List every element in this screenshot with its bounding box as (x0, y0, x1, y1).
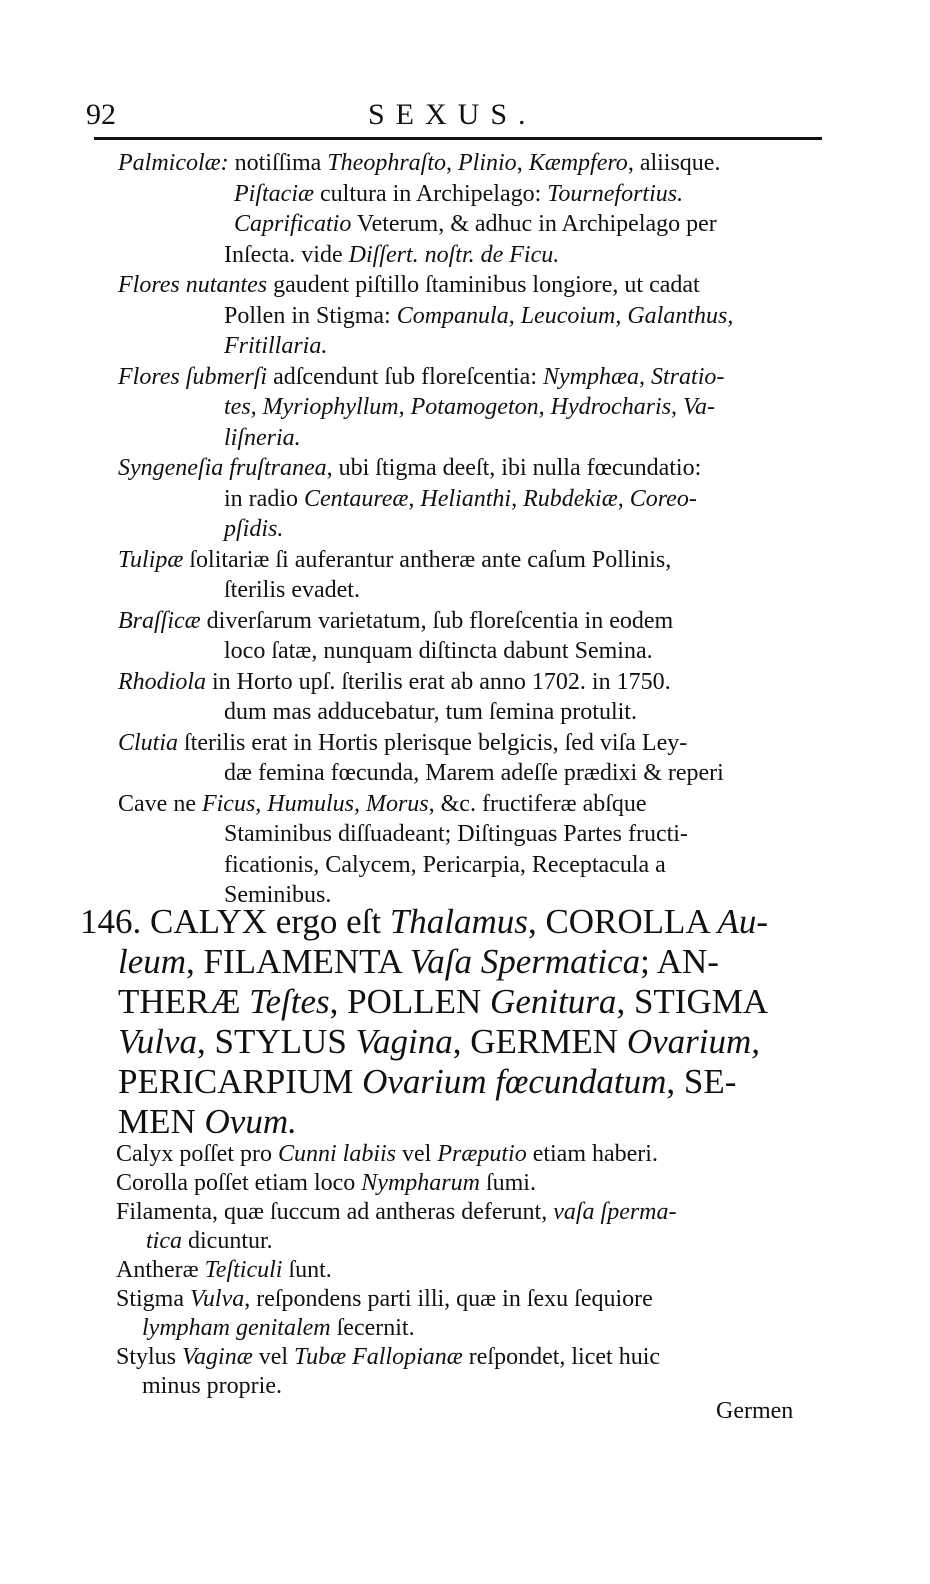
text-run: Inſecta. vide (224, 241, 349, 268)
italic-text: Nympharum (361, 1170, 480, 1196)
text-run: Stylus (116, 1344, 183, 1370)
catchword: Germen (716, 1398, 794, 1424)
text-run: , &c. fructiferæ abſque (428, 790, 647, 817)
italic-text: tes, Myriophyllum, Potamogeton, Hydrocharis, Va- (224, 394, 716, 420)
italic-text: leum (118, 942, 187, 981)
text-run: dum mas adducebatur, tum ſemina protulit. (224, 699, 637, 725)
italic-text: Genitura (490, 982, 617, 1021)
text-run: ſterilis evadet. (224, 577, 360, 603)
text-run: Cave ne (118, 790, 202, 817)
text-run: MEN (118, 1102, 205, 1141)
text-run: Pollen in Stigma: (224, 302, 397, 329)
text-line (118, 148, 834, 179)
text-line (116, 1198, 836, 1227)
italic-text: Plinio (458, 150, 517, 176)
text-run: etiam haberi. (526, 1141, 658, 1167)
page-number: 92 (86, 98, 116, 131)
text-run: Filamenta, quæ ſuccum ad antheras deferunt, (116, 1199, 554, 1225)
italic-text: Theophraſto (327, 150, 447, 176)
italic-text: Tournefortius. (547, 180, 684, 207)
italic-text: Flores ſubmerſi (118, 363, 268, 390)
text-line (116, 1256, 836, 1285)
italic-text: Clutia (118, 729, 179, 756)
text-run: adſcendunt ſub floreſcentia: (267, 363, 544, 390)
italic-text: Centaureæ, Helianthi, Rubdekiæ, Coreo- (303, 485, 697, 512)
text-line (116, 1227, 836, 1256)
italic-text: tica (146, 1228, 182, 1254)
text-line (118, 392, 834, 423)
italic-text: Tulipæ (118, 546, 184, 573)
text-line (118, 667, 834, 698)
text-line (80, 942, 840, 982)
italic-text: lympham genitalem (142, 1315, 331, 1341)
text-run: Seminibus. (224, 882, 332, 908)
italic-text: Vagina (355, 1022, 453, 1061)
section-146-paragraph (80, 902, 840, 1142)
text-run: dicuntur. (182, 1228, 273, 1254)
text-run: diverſarum varietatum, ſub floreſcentia in eodem (200, 607, 674, 634)
list-item (118, 728, 834, 789)
text-run: Staminibus diſſuadeant; Diſtinguas Partes fructi- (224, 821, 688, 847)
italic-text: Flores nutantes (118, 272, 268, 298)
list-item (118, 606, 834, 667)
text-run: , aliisque. (627, 150, 721, 176)
text-run: loco ſatæ, nunquam diſtincta dabunt Semina. (224, 638, 653, 664)
text-run: cultura in Archipelago: (314, 180, 548, 207)
italic-text: Piſtaciæ (234, 180, 314, 207)
text-run: dæ femina fœcunda, Marem adeſſe prædixi & reperi (224, 760, 724, 786)
text-run: ſumi. (479, 1170, 536, 1196)
text-run: , ubi ſtigma deeſt, ibi nulla fœcundatio: (326, 455, 702, 481)
text-run: in Horto upſ. ſterilis erat ab anno 1702. in 1750. (206, 668, 671, 695)
botanical-examples-list (118, 148, 834, 911)
running-head: SEXUS. (368, 98, 537, 131)
italic-text: Ovarium fœcundatum (362, 1062, 667, 1101)
text-run: , STYLUS (197, 1022, 356, 1061)
notes-list (116, 1140, 836, 1401)
list-item (118, 545, 834, 606)
text-run: in radio (224, 485, 304, 512)
italic-text: liſneria. (224, 424, 301, 451)
text-run: vel (252, 1344, 295, 1370)
text-line (118, 606, 834, 637)
text-run: , COROLLA (527, 902, 718, 941)
italic-text: Cunni labiis (277, 1141, 397, 1167)
text-run: notiſſima (228, 150, 328, 176)
text-line (80, 1062, 840, 1102)
text-run: reſpondet, licet huic (462, 1344, 661, 1370)
text-run: , POLLEN (329, 982, 491, 1021)
text-line (80, 902, 840, 942)
italic-text: Au- (717, 902, 769, 941)
italic-text: Teſticuli (204, 1257, 283, 1283)
text-run: , SE- (666, 1062, 737, 1101)
list-item (118, 270, 834, 362)
text-line (118, 453, 834, 484)
text-line (116, 1372, 836, 1401)
italic-text: Ovarium, (626, 1022, 760, 1061)
text-run: Stigma (116, 1286, 191, 1312)
text-line (118, 270, 834, 301)
italic-text: Ficus, Humulus, Morus (201, 790, 429, 817)
text-run: ; AN- (640, 942, 719, 981)
italic-text: Diſſert. noſtr. de Ficu. (348, 241, 560, 268)
text-line (118, 636, 834, 667)
list-item (118, 789, 834, 911)
italic-text: Vaſa Spermatica (409, 942, 641, 981)
text-run: Antheræ (116, 1257, 205, 1283)
text-line (118, 789, 834, 820)
italic-text: Tubæ Fallopianæ (294, 1344, 463, 1370)
text-line (118, 545, 834, 576)
text-run: ſecernit. (330, 1315, 415, 1341)
text-line (118, 850, 834, 881)
text-run: , (446, 150, 459, 176)
italic-text: Nymphæa, Stratio- (543, 363, 725, 390)
text-run: minus proprie. (142, 1373, 282, 1399)
text-run: ficationis, Calycem, Pericarpia, Receptacula a (224, 851, 666, 878)
text-line (116, 1343, 836, 1372)
text-line (116, 1140, 836, 1169)
text-run: ſunt. (282, 1257, 332, 1283)
text-line (80, 982, 840, 1022)
italic-text: Rhodiola (118, 668, 206, 695)
italic-text: Vaginæ (182, 1344, 253, 1370)
text-line (118, 331, 834, 362)
text-line (116, 1285, 836, 1314)
text-line (118, 179, 834, 210)
text-run: ſolitariæ ſi auferantur antheræ ante caſum Pollinis, (183, 546, 672, 573)
text-line (118, 240, 834, 271)
italic-text: Caprificatio (234, 211, 352, 237)
italic-text: Thalamus (389, 902, 528, 941)
italic-text: Braſſicæ (118, 607, 201, 634)
italic-text: Palmicolæ: (118, 150, 229, 176)
text-run: THERÆ (118, 982, 250, 1021)
text-line (118, 514, 834, 545)
text-run: PERICARPIUM (118, 1062, 363, 1101)
list-item (118, 362, 834, 454)
list-item (118, 667, 834, 728)
italic-text: Teſtes (249, 982, 330, 1021)
italic-text: pſidis. (224, 516, 284, 542)
text-run: vel (396, 1141, 438, 1167)
text-line (118, 575, 834, 606)
list-item (118, 148, 834, 270)
text-line (118, 301, 834, 332)
text-line (118, 819, 834, 850)
italic-text: Vulva (118, 1022, 198, 1061)
text-run: ſterilis erat in Hortis plerisque belgicis, ſed viſa Ley- (178, 729, 688, 756)
italic-text: Præputio (437, 1141, 527, 1167)
text-run: gaudent piſtillo ſtaminibus longiore, ut cadat (267, 272, 700, 298)
list-item (118, 453, 834, 545)
text-line (116, 1169, 836, 1198)
text-run: , (516, 150, 529, 176)
italic-text: Companula, Leucoium, Galanthus, (396, 302, 734, 329)
text-line (80, 1022, 840, 1062)
italic-text: Vulva (190, 1286, 245, 1312)
text-run: Corolla poſſet etiam loco (116, 1170, 362, 1196)
text-line (118, 209, 834, 240)
text-line (118, 362, 834, 393)
text-line (118, 423, 834, 454)
text-line (116, 1314, 836, 1343)
text-line (118, 484, 834, 515)
text-run: , STIGMA (616, 982, 769, 1021)
italic-text: vaſa ſperma- (553, 1199, 677, 1225)
text-run: Veterum, & adhuc in Archipelago per (351, 211, 717, 237)
text-line (118, 697, 834, 728)
italic-text: Kæmpfero (528, 150, 628, 176)
text-line (118, 728, 834, 759)
text-run: 146. CALYX ergo eſt (80, 902, 390, 941)
italic-text: Ovum. (204, 1102, 297, 1141)
text-run: Calyx poſſet pro (116, 1141, 278, 1167)
text-line (80, 1102, 840, 1142)
text-run: , reſpondens parti illi, quæ in ſexu ſequiore (244, 1286, 653, 1312)
italic-text: Fritillaria. (224, 333, 328, 359)
header-rule (94, 137, 822, 140)
text-run: , FILAMENTA (186, 942, 410, 981)
text-run: , GERMEN (452, 1022, 627, 1061)
italic-text: Syngeneſia fruſtranea (118, 455, 327, 481)
text-line (118, 758, 834, 789)
